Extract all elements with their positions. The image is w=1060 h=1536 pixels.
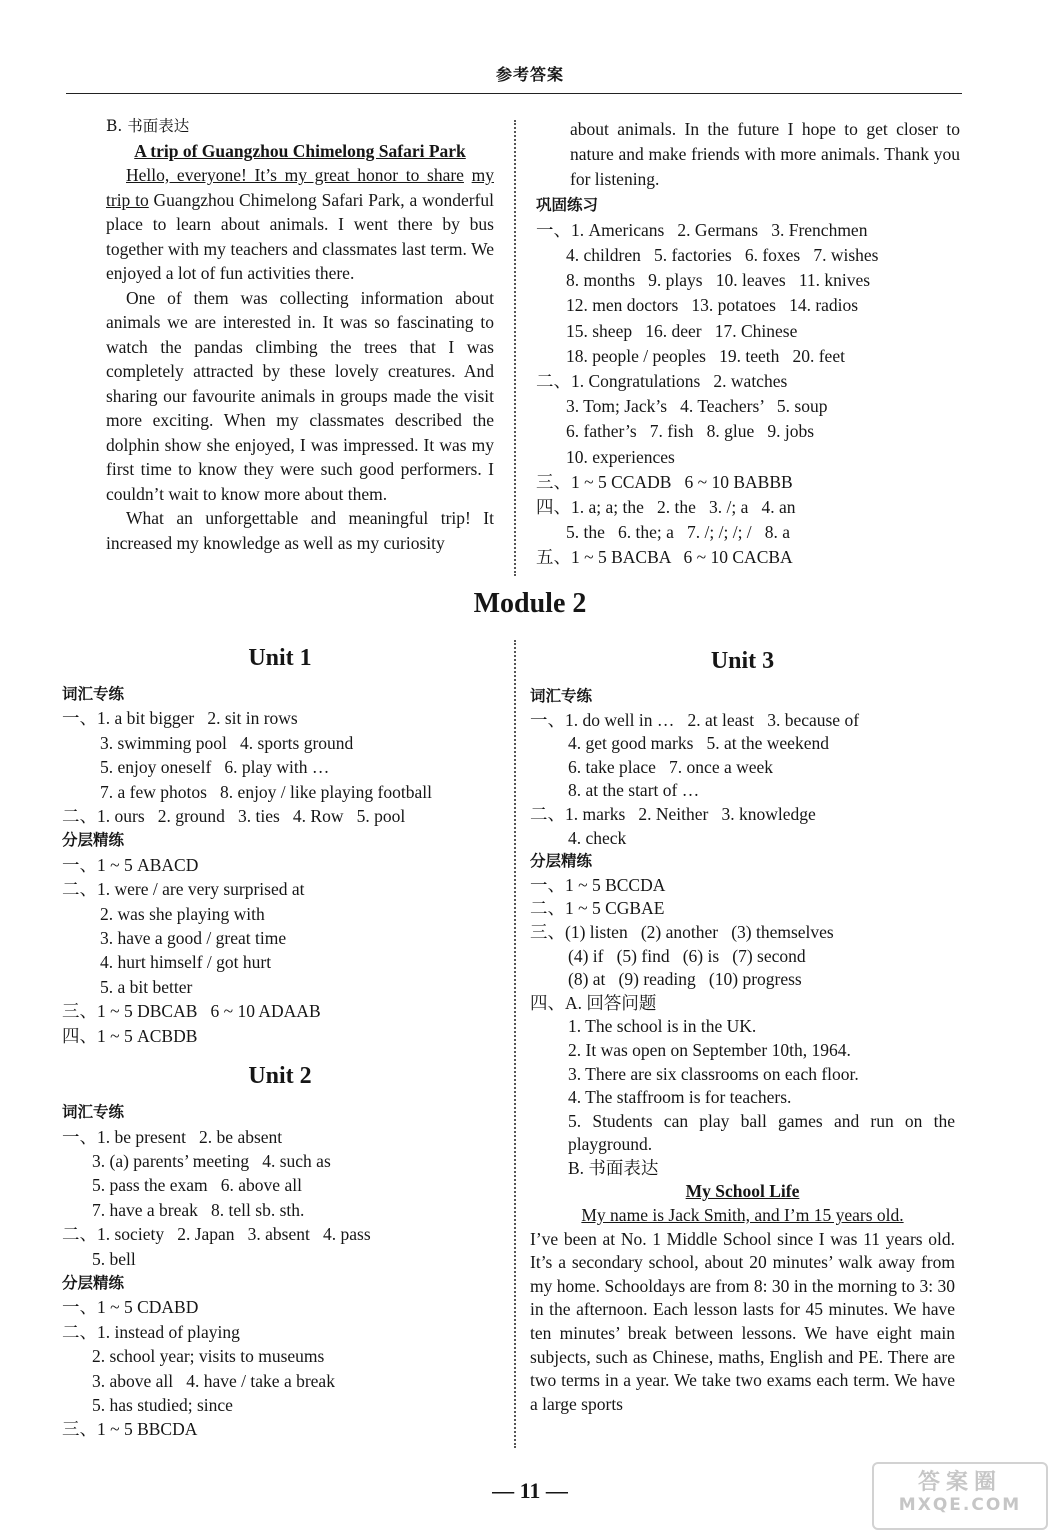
answer-line: 2. was she playing with: [100, 903, 265, 924]
top-right-column: [536, 117, 960, 571]
answer-line: 一、1 ~ 5 ABACD: [62, 854, 199, 875]
answer-line: 2. school year; visits to museums: [92, 1346, 325, 1367]
answer-line: 7. have a break 8. tell sb. sth.: [92, 1199, 305, 1220]
answer-line: 5. the 6. the; a 7. /; /; /; / 8. a: [566, 522, 791, 543]
answer-line: 4. get good marks 5. at the weekend: [568, 733, 829, 754]
answer-line: 三、1 ~ 5 CCADB 6 ~ 10 BABBB: [536, 471, 793, 492]
unit3-vocab-title: 词汇专练: [530, 687, 593, 705]
bottom-right-column: [530, 641, 955, 1416]
answer-line: 三、1 ~ 5 BBCDA: [62, 1419, 198, 1440]
answer-line: 5. has studied; since: [92, 1394, 233, 1415]
unit2-layered-title: 分层精练: [62, 1273, 125, 1292]
answer-line: 2. It was open on September 10th, 1964.: [568, 1039, 851, 1060]
answer-line: 4. check: [568, 827, 627, 848]
module-title: Module 2: [473, 588, 587, 619]
answer-line: 二、1. were / are very surprised at: [62, 879, 305, 900]
answer-line: 6. take place 7. once a week: [568, 756, 774, 777]
answer-line: 5. enjoy oneself 6. play with …: [100, 757, 330, 778]
answer-line: 3. above all 4. have / take a break: [92, 1370, 335, 1391]
answer-line: 10. experiences: [566, 446, 675, 467]
essay-paragraph-3: What an unforgettable and meaningful trip! It increased my knowledge as well as my curiosity: [106, 508, 494, 553]
answer-line: 二、1. ours 2. ground 3. ties 4. Row 5. pool: [62, 806, 406, 827]
essay-title: My School Life: [685, 1181, 800, 1202]
answer-line: 二、1. instead of playing: [62, 1321, 240, 1342]
answer-line: 8. months 9. plays 10. leaves 11. knives: [566, 270, 871, 291]
essay-title: A trip of Guangzhou Chimelong Safari Park: [134, 140, 466, 161]
header-rule: [66, 93, 962, 94]
answer-line: 五、1 ~ 5 BACBA 6 ~ 10 CACBA: [536, 547, 793, 568]
answer-line: 12. men doctors 13. potatoes 14. radios: [566, 295, 859, 316]
answer-line: 3. have a good / great time: [100, 928, 287, 949]
bottom-left-column: [62, 638, 498, 1442]
watermark-url: MXQE.COM: [898, 1495, 1022, 1515]
page-header: 参考答案: [495, 65, 564, 84]
answer-line: 4. children 5. factories 6. foxes 7. wishes: [566, 245, 879, 266]
answer-line: 四、1 ~ 5 ACBDB: [62, 1025, 198, 1046]
answer-line: 3. There are six classrooms on each floor.: [568, 1063, 859, 1084]
writing-heading: B. 书面表达: [568, 1157, 659, 1178]
top-column-divider: [514, 120, 516, 576]
essay-body: I’ve been at No. 1 Middle School since I was 11 years old. It’s a secondary school, about 20 minutes’ walk away from my home. Schooldays are from 8: 30 in the morning to 3: 30 in the afternoon. Each lesson lasts for 45 minutes. We have ten minutes’ break between lessons. We have eight main subjects, such as Chinese, maths, English and PE. There are two terms in a year. We take two exams each term. We have a large sports: [530, 1228, 955, 1414]
unit1-title: Unit 1: [248, 645, 312, 671]
unit3-layered-title: 分层精练: [530, 852, 593, 871]
writing-heading: B. 书面表达: [106, 117, 190, 135]
answer-line: 6. father’s 7. fish 8. glue 9. jobs: [566, 421, 815, 442]
answer-line: 二、1. marks 2. Neither 3. knowledge: [530, 803, 816, 824]
unit2-title: Unit 2: [248, 1063, 312, 1090]
unit1-vocab-title: 词汇专练: [62, 685, 125, 703]
answer-line: 15. sheep 16. deer 17. Chinese: [566, 320, 798, 341]
answer-line: 5. bell: [92, 1248, 136, 1269]
essay-paragraph-2: One of them was collecting information about animals we are interested in. It was so fascinating to watch the pandas climbing the trees that I was completely attracted by these lovely creatures. And sharing our favourite animals in groups made the visit more exciting. When my classmates described the dolphin show she enjoyed, I was impressed. It was my first time to know they were such good performers. I couldn’t wait to know more about them.: [106, 287, 494, 504]
answer-line: 一、1. do well in … 2. at least 3. because of: [530, 709, 860, 730]
answer-line: 5. Students can play ball games and run on the playground.: [568, 1110, 955, 1155]
watermark-text: 答案圈: [917, 1470, 1002, 1495]
answer-line: 一、1. a bit bigger 2. sit in rows: [62, 708, 298, 729]
answer-line: 四、1. a; a; the 2. the 3. /; a 4. an: [536, 497, 796, 518]
answer-line: 3. swimming pool 4. sports ground: [100, 732, 354, 753]
answer-line: 一、1. Americans 2. Germans 3. Frenchmen: [536, 219, 868, 240]
answer-line: (8) at (9) reading (10) progress: [568, 969, 802, 990]
essay-paragraph-1: Hello, everyone! It’s my great honor to share my trip to Guangzhou Chimelong Safari Park, a wonderful place to learn about animals. I went there by bus together with my teachers and classmates last term. We enjoyed a lot of fun activities there.: [106, 165, 494, 283]
top-left-column: [106, 114, 494, 555]
answer-line: 4. hurt himself / got hurt: [100, 952, 272, 973]
unit1-layered-title: 分层精练: [62, 831, 125, 850]
answer-line: 三、(1) listen (2) another (3) themselves: [530, 921, 834, 942]
essay-continuation: about animals. In the future I hope to get closer to nature and make friends with more animals. Thank you for listening.: [570, 119, 960, 190]
page-number: — 11 —: [492, 1478, 568, 1503]
unit2-vocab-title: 词汇专练: [62, 1103, 125, 1122]
answer-line: 5. a bit better: [100, 976, 193, 997]
answer-line: 三、1 ~ 5 DBCAB 6 ~ 10 ADAAB: [62, 1001, 321, 1022]
answer-line: (4) if (5) find (6) is (7) second: [568, 945, 806, 966]
answer-line: 3. Tom; Jack’s 4. Teachers’ 5. soup: [566, 396, 828, 417]
section-consolidation: 巩固练习: [536, 195, 599, 214]
answer-line: 1. The school is in the UK.: [568, 1016, 757, 1037]
answer-line: 4. The staffroom is for teachers.: [568, 1087, 792, 1108]
watermark-logo: [872, 1462, 1048, 1530]
answer-line: 一、1 ~ 5 CDABD: [62, 1297, 199, 1318]
answer-line: 二、1. Congratulations 2. watches: [536, 371, 788, 392]
unit3-title: Unit 3: [710, 648, 775, 674]
answer-line: 18. people / peoples 19. teeth 20. feet: [566, 345, 845, 366]
answer-line: 3. (a) parents’ meeting 4. such as: [92, 1150, 331, 1171]
answer-line: 7. a few photos 8. enjoy / like playing football: [100, 781, 432, 802]
answer-line: 四、A. 回答问题: [530, 992, 657, 1013]
answer-line: 一、1. be present 2. be absent: [62, 1126, 283, 1147]
answer-line: 8. at the start of …: [568, 780, 700, 801]
answer-line: 二、1. society 2. Japan 3. absent 4. pass: [62, 1224, 371, 1245]
answer-line: 二、1 ~ 5 CGBAE: [530, 898, 665, 919]
answer-line: 5. pass the exam 6. above all: [92, 1175, 302, 1196]
essay-first-line: My name is Jack Smith, and I’m 15 years old.: [581, 1205, 904, 1226]
answer-line: 一、1 ~ 5 BCCDA: [530, 874, 666, 895]
bottom-column-divider: [514, 640, 516, 1448]
